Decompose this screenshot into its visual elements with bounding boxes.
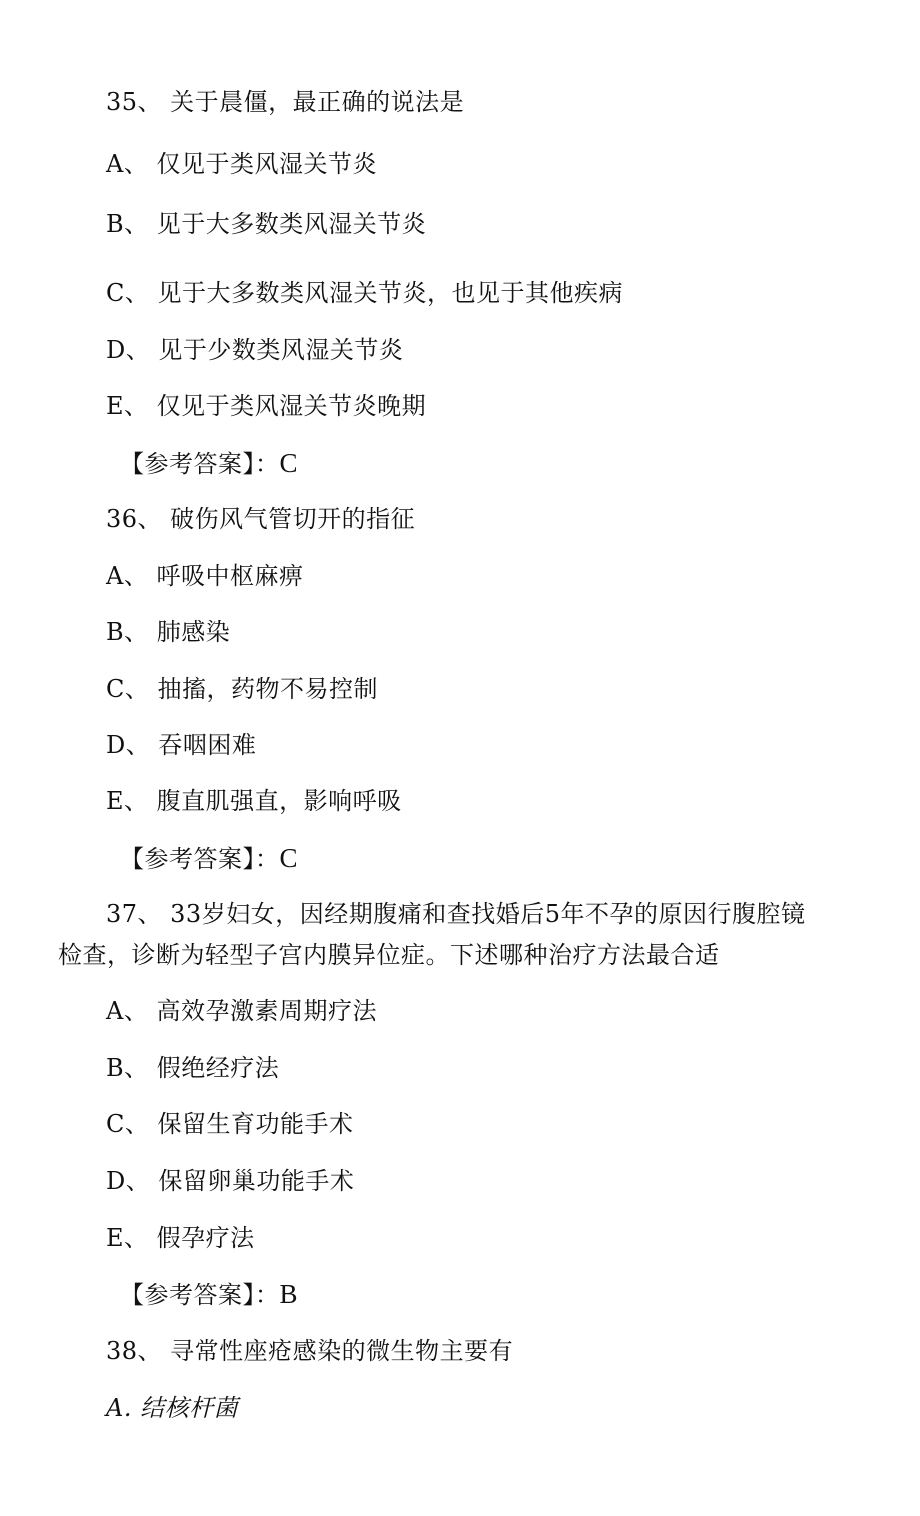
question-36-option-d: D、 吞咽困难 [106,731,257,759]
question-36-answer [120,844,298,873]
answer-value: B [279,1279,299,1309]
question-35-stem: 35、 关于晨僵，最正确的说法是 [106,88,465,116]
question-35-option-d: D、 见于少数类风湿关节炎 [106,336,404,364]
question-37-answer [120,1280,298,1309]
question-38-option-a: A. 结核杆菌 [106,1394,239,1422]
question-35-answer [120,449,298,478]
question-36-option-c: C、 抽搐，药物不易控制 [106,675,378,703]
question-37-option-e: E、 假孕疗法 [106,1224,255,1252]
question-37-stem-continued: 检查，诊断为轻型子宫内膜异位症。下述哪种治疗方法最合适 [58,941,720,969]
question-35-option-c: C、 见于大多数类风湿关节炎，也见于其他疾病 [106,279,623,307]
question-36-option-e: E、 腹直肌强直，影响呼吸 [106,787,402,815]
answer-value: C [279,448,299,478]
question-35-option-b: B、 见于大多数类风湿关节炎 [106,210,427,238]
question-35-option-e: E、 仅见于类风湿关节炎晚期 [106,392,427,420]
question-37-stem: 37、 33岁妇女，因经期腹痛和查找婚后5年不孕的原因行腹腔镜 [106,900,806,928]
question-36-option-b: B、 肺感染 [106,618,231,646]
question-36-stem: 36、 破伤风气管切开的指征 [106,505,416,533]
question-37-option-d: D、 保留卵巢功能手术 [106,1167,355,1195]
question-37-option-b: B、 假绝经疗法 [106,1054,280,1082]
answer-label: 【参考答案】： [120,1281,280,1309]
question-37-option-c: C、 保留生育功能手术 [106,1110,354,1138]
question-38-stem: 38、 寻常性座疮感染的微生物主要有 [106,1337,514,1365]
question-37-option-a: A、 高效孕激素周期疗法 [106,997,377,1025]
answer-label: 【参考答案】： [120,845,280,873]
answer-label: 【参考答案】： [120,450,280,478]
question-36-option-a: A、 呼吸中枢麻痹 [106,562,304,590]
answer-value: C [279,843,299,873]
question-35-option-a: A、 仅见于类风湿关节炎 [106,150,377,178]
